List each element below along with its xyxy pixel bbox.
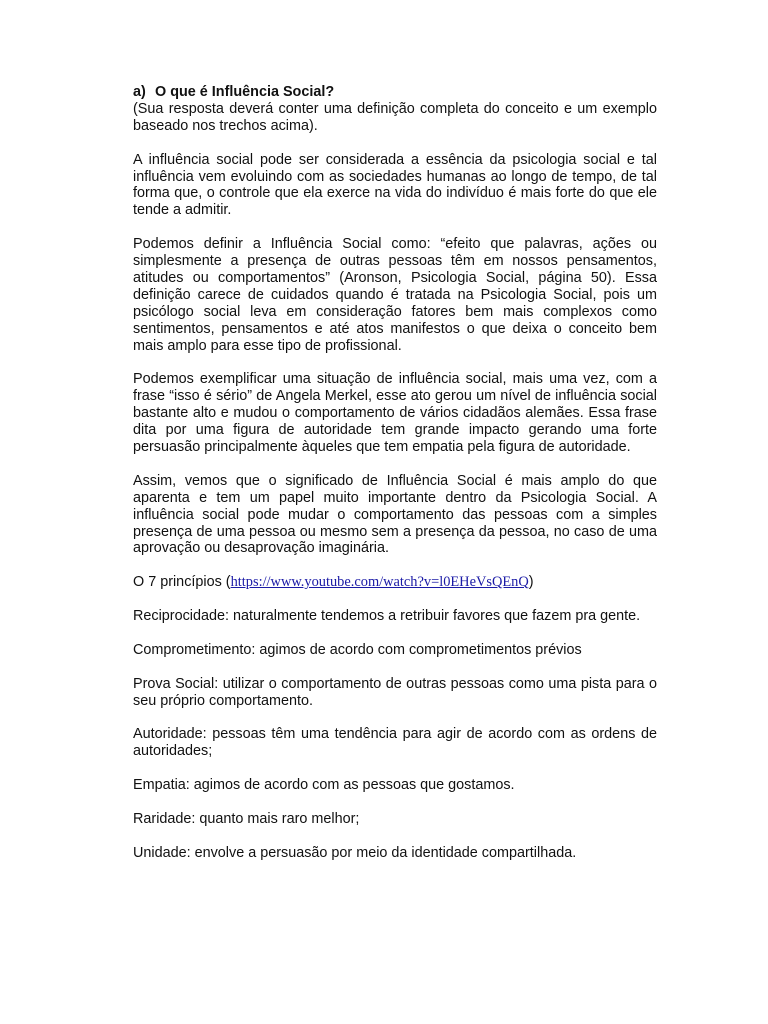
document-body	[133, 84, 657, 878]
paragraph-intro: A influência social pode ser considerada a essência da psicologia social e tal influência vem evoluindo com as sociedades humanas ao longo de tempo, de tal forma que, o controle que ela exerce na vida do indivíduo é mais forte do que ele tende a admitir.	[133, 151, 657, 219]
question-title: O que é Influência Social?	[155, 84, 335, 100]
principle-empatia: Empatia: agimos de acordo com as pessoas que gostamos.	[133, 777, 515, 793]
principle-comprometimento: Comprometimento: agimos de acordo com comprometimentos prévios	[133, 641, 582, 658]
principle-raridade: Raridade: quanto mais raro melhor;	[133, 810, 360, 827]
principle-reciprocidade: Reciprocidade: naturalmente tendemos a retribuir favores que fazem pra gente.	[133, 608, 641, 624]
principles-intro	[133, 574, 657, 591]
principle-unidade: Unidade: envolve a persuasão por meio da identidade compartilhada.	[133, 844, 577, 861]
question-instruction: (Sua resposta deverá conter uma definição completa do conceito e um exemplo baseado nos trechos acima).	[133, 100, 657, 134]
question-number: a)	[133, 84, 146, 100]
principle-autoridade: Autoridade: pessoas têm uma tendência para agir de acordo com as ordens de autoridades;	[133, 726, 657, 760]
question-heading	[133, 84, 657, 101]
paragraph-definition: Podemos definir a Influência Social como: “efeito que palavras, ações ou simplesmente a presença de outras pessoas têm em nossos pensamentos, atitudes ou comportamentos” (Aronson, Psicologia Social, página 50). Essa definição carece de cuidados quando é tratada na Psicologia Social, pois um psicólogo social leva em consideração fatores bem mais complexos como sentimentos, pensamentos e até atos manifestos o que deixa o conceito bem mais amplo para esse tipo de profissional.	[133, 236, 657, 354]
principles-intro-suffix: )	[528, 574, 534, 591]
principle-prova-social: Prova Social: utilizar o comportamento de outras pessoas como uma pista para o seu próprio comportamento.	[133, 675, 657, 709]
youtube-link[interactable]: https://www.youtube.com/watch?v=l0EHeVsQEnQ	[230, 574, 529, 591]
paragraph-example: Podemos exemplificar uma situação de influência social, mais uma vez, com a frase “isso é sério” de Angela Merkel, esse ato gerou um nível de influência social bastante alto e mudou o comportamento de vários cidadãos alemães. Essa frase dita por uma figura de autoridade tem grande impacto gerando uma forte persuasão principalmente àqueles que tem empatia pela figura de autoridade.	[133, 371, 657, 455]
paragraph-conclusion: Assim, vemos que o significado de Influência Social é mais amplo do que aparenta e tem um papel muito importante dentro da Psicologia Social. A influência social pode mudar o comportamento das pessoas com a simples presença de uma pessoa ou mesmo sem a presença da pessoa, no caso de uma aprovação ou desaprovação imaginária.	[133, 472, 657, 557]
principles-intro-prefix: O 7 princípios (	[133, 574, 231, 591]
